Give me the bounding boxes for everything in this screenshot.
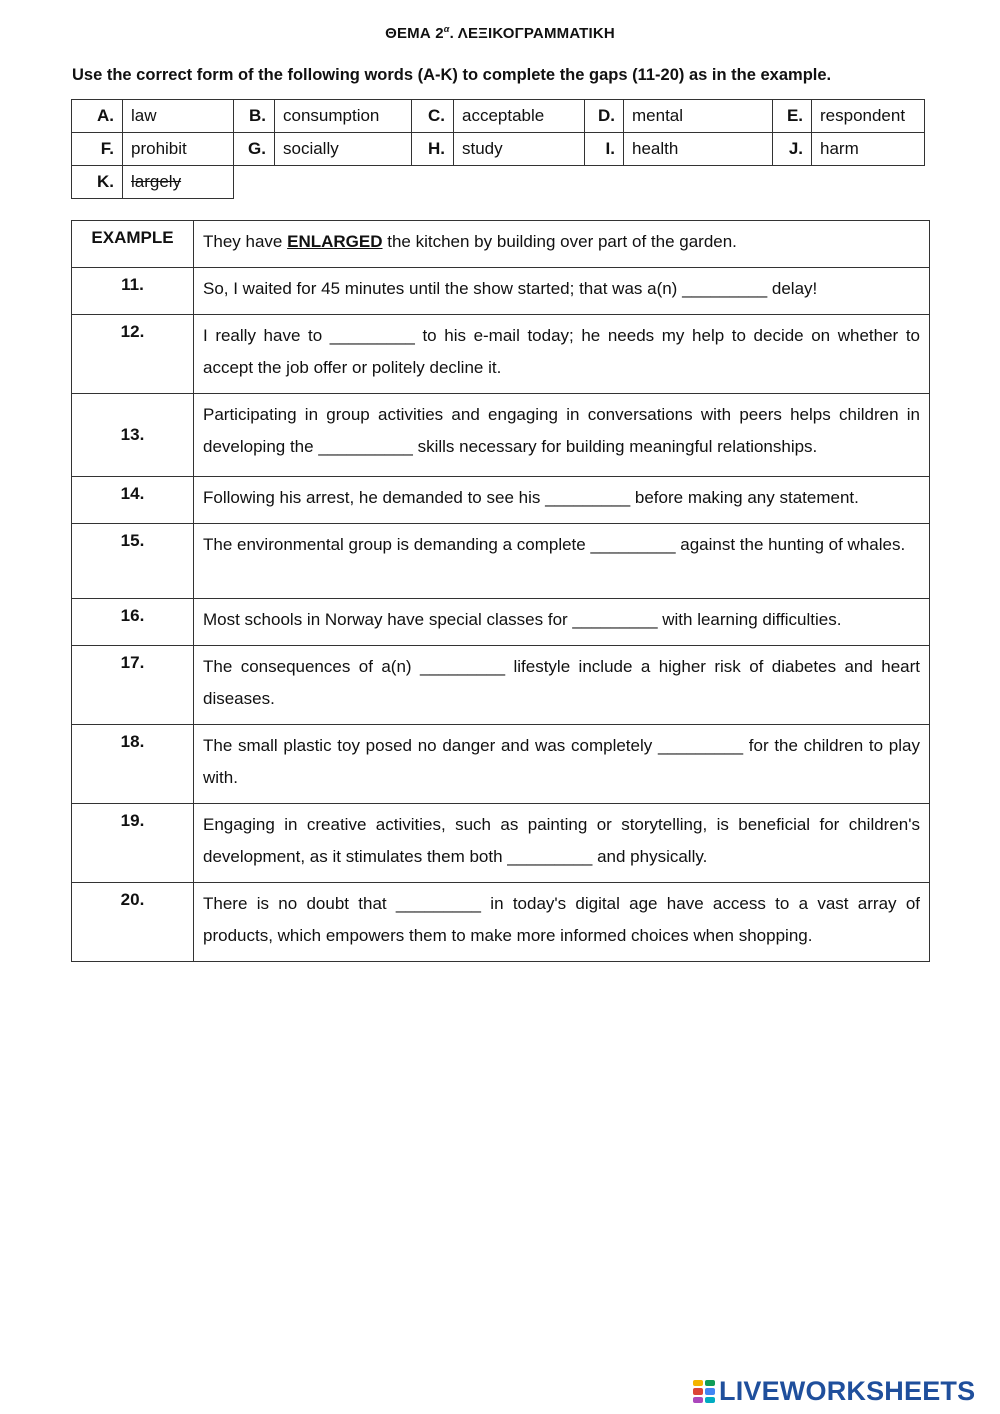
question-number: 11. xyxy=(72,268,194,315)
question-row xyxy=(72,883,930,962)
word-letter: J. xyxy=(773,133,812,166)
word-item-struck: largely xyxy=(123,166,234,199)
question-number: 19. xyxy=(72,804,194,883)
logo-text: LIVEWORKSHEETS xyxy=(719,1376,976,1406)
logo-square xyxy=(705,1380,715,1387)
word-letter: G. xyxy=(234,133,275,166)
question-text: Participating in group activities and engaging in conversations with peers helps children in developing the __________ skills necessary for building meaningful relationships. xyxy=(194,394,930,477)
logo-square xyxy=(693,1388,703,1395)
question-row xyxy=(72,646,930,725)
title-rest: . ΛΕΞΙΚΟΓΡΑΜΜΑΤΙΚΗ xyxy=(449,25,615,42)
question-number: 17. xyxy=(72,646,194,725)
question-row xyxy=(72,804,930,883)
word-letter: H. xyxy=(412,133,454,166)
logo-square xyxy=(693,1397,703,1404)
example-after: the kitchen by building over part of the garden. xyxy=(382,232,737,251)
question-text: The environmental group is demanding a complete _________ against the hunting of whales. xyxy=(194,524,930,599)
word-item: law xyxy=(123,100,234,133)
word-letter: A. xyxy=(72,100,123,133)
exercise-table xyxy=(71,220,930,962)
example-sentence xyxy=(194,221,930,268)
question-number: 18. xyxy=(72,725,194,804)
word-letter: D. xyxy=(585,100,624,133)
question-text: So, I waited for 45 minutes until the show started; that was a(n) _________ delay! xyxy=(194,268,930,315)
question-number: 16. xyxy=(72,599,194,646)
logo-square xyxy=(693,1380,703,1387)
question-number: 14. xyxy=(72,477,194,524)
logo-square xyxy=(705,1388,715,1395)
question-text: The small plastic toy posed no danger and was completely _________ for the children to play with. xyxy=(194,725,930,804)
question-row xyxy=(72,725,930,804)
question-number: 20. xyxy=(72,883,194,962)
word-item: consumption xyxy=(275,100,412,133)
word-letter: C. xyxy=(412,100,454,133)
question-text: There is no doubt that _________ in today's digital age have access to a vast array of products, which empowers them to make more informed choices when shopping. xyxy=(194,883,930,962)
word-letter: K. xyxy=(72,166,123,199)
question-row xyxy=(72,524,930,599)
question-row xyxy=(72,315,930,394)
liveworksheets-logo xyxy=(693,1376,975,1407)
word-letter: B. xyxy=(234,100,275,133)
word-bank-table xyxy=(71,99,925,199)
question-row xyxy=(72,599,930,646)
example-row xyxy=(72,221,930,268)
example-word: ENLARGED xyxy=(287,232,383,251)
word-letter: I. xyxy=(585,133,624,166)
question-text: Following his arrest, he demanded to see his _________ before making any statement. xyxy=(194,477,930,524)
word-item: socially xyxy=(275,133,412,166)
word-item: acceptable xyxy=(454,100,585,133)
question-number: 15. xyxy=(72,524,194,599)
title-superscript: α xyxy=(443,24,450,34)
instruction-text: Use the correct form of the following words (A-K) to complete the gaps (11-20) as in the example. xyxy=(72,66,832,84)
word-item: health xyxy=(624,133,773,166)
word-item: prohibit xyxy=(123,133,234,166)
logo-mark-icon xyxy=(693,1380,715,1404)
example-label: EXAMPLE xyxy=(72,221,194,268)
word-letter: F. xyxy=(72,133,123,166)
question-text: The consequences of a(n) _________ lifestyle include a higher risk of diabetes and heart diseases. xyxy=(194,646,930,725)
word-item: study xyxy=(454,133,585,166)
word-item: harm xyxy=(812,133,925,166)
empty-cell xyxy=(234,166,925,199)
question-row xyxy=(72,268,930,315)
question-text: I really have to _________ to his e-mail today; he needs my help to decide on whether to accept the job offer or politely decline it. xyxy=(194,315,930,394)
question-number: 13. xyxy=(72,394,194,477)
question-row xyxy=(72,477,930,524)
word-item: mental xyxy=(624,100,773,133)
question-text: Engaging in creative activities, such as painting or storytelling, is beneficial for children's development, as it stimulates them both _________ and physically. xyxy=(194,804,930,883)
word-letter: E. xyxy=(773,100,812,133)
question-text: Most schools in Norway have special classes for _________ with learning difficulties. xyxy=(194,599,930,646)
logo-square xyxy=(705,1397,715,1404)
question-number: 12. xyxy=(72,315,194,394)
word-item: respondent xyxy=(812,100,925,133)
page-title xyxy=(0,24,1000,42)
title-main: ΘΕΜΑ 2 xyxy=(385,25,444,42)
example-before: They have xyxy=(203,232,288,251)
question-row xyxy=(72,394,930,477)
word-bank-row xyxy=(72,133,925,166)
word-bank-row xyxy=(72,100,925,133)
word-bank-row xyxy=(72,166,925,199)
